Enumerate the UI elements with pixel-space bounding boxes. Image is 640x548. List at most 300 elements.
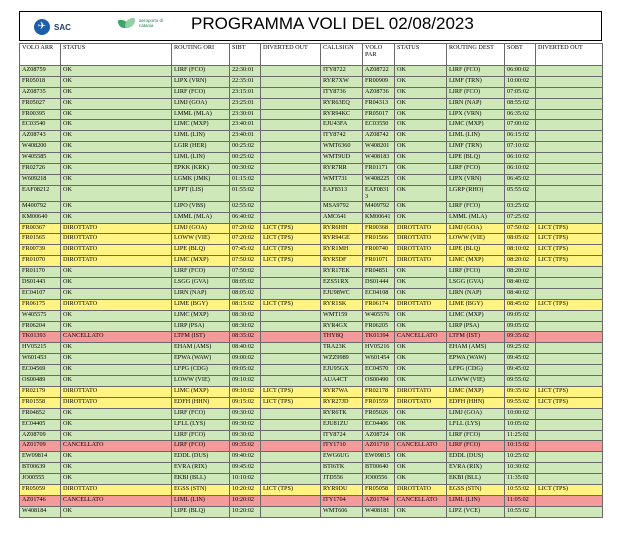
table-cell: LIML (LIN) (172, 131, 230, 142)
table-cell: LIMC (MXP) (172, 386, 230, 397)
sac-logo (34, 17, 71, 37)
table-cell: CANCELLATO (395, 441, 447, 452)
table-cell: FR00739 (20, 245, 61, 256)
table-cell: AZ08743 (20, 131, 61, 142)
table-cell: RYR7WA (321, 386, 363, 397)
table-cell: 22:30:01 (230, 66, 261, 77)
table-row (20, 441, 603, 452)
table-cell: LICT (TPS) (536, 386, 603, 397)
table-cell (536, 408, 603, 419)
table-cell: AZ08736 (363, 87, 395, 98)
table-cell: EVRA (RIX) (447, 463, 505, 474)
table-cell: OK (395, 343, 447, 354)
table-cell: LIRF (FCO) (172, 66, 230, 77)
table-cell: 08:45:02 (505, 299, 536, 310)
table-cell: LMML (MLA) (447, 212, 505, 223)
table-cell: CANCELLATO (395, 332, 447, 343)
table-cell (261, 376, 321, 387)
table-cell (261, 419, 321, 430)
table-cell: LFLL (LYS) (172, 419, 230, 430)
table-cell: FR06174 (363, 299, 395, 310)
table-cell: 08:20:02 (505, 267, 536, 278)
table-row (20, 109, 603, 120)
table-cell: WMT159 (321, 310, 363, 321)
table-cell: FR05018 (20, 76, 61, 87)
table-cell: OK (395, 430, 447, 441)
column-header: SOBT (505, 44, 536, 66)
table-cell: WMT606 (321, 506, 363, 517)
table-cell (261, 343, 321, 354)
table-cell: EJU43FA (321, 120, 363, 131)
table-cell: 07:25:02 (505, 212, 536, 223)
table-cell: EKBI (BLL) (447, 474, 505, 485)
table-row (20, 321, 603, 332)
table-cell: LFPG (CDG) (447, 365, 505, 376)
table-row (20, 452, 603, 463)
table-cell: 22:35:01 (230, 76, 261, 87)
table-cell (261, 174, 321, 185)
table-cell: EVRA (RIX) (172, 463, 230, 474)
table-cell: LSGG (GVA) (447, 278, 505, 289)
table-row (20, 245, 603, 256)
table-cell: LIMJ (GOA) (447, 408, 505, 419)
table-cell: OK (395, 201, 447, 212)
table-cell: 10:25:02 (505, 452, 536, 463)
table-cell: LIRP (PSA) (447, 321, 505, 332)
table-cell: LIPE (BLQ) (172, 245, 230, 256)
table-cell: FR04852 (20, 408, 61, 419)
table-cell: 09:25:02 (505, 343, 536, 354)
table-cell: LIRF (FCO) (447, 66, 505, 77)
table-cell: LICT (TPS) (536, 397, 603, 408)
table-row (20, 142, 603, 153)
table-cell: 01:55:02 (230, 185, 261, 201)
table-cell: EC04569 (20, 365, 61, 376)
table-cell: OK (61, 153, 172, 164)
table-cell: LGMK (JMK) (172, 174, 230, 185)
table-row (20, 354, 603, 365)
table-cell: 01:15:02 (230, 174, 261, 185)
table-cell: OK (61, 185, 172, 201)
table-cell: EDDL (DUS) (172, 452, 230, 463)
table-row (20, 397, 603, 408)
table-cell: FR00367 (20, 223, 61, 234)
table-row (20, 332, 603, 343)
column-header: STATUS (395, 44, 447, 66)
table-cell (536, 87, 603, 98)
table-row (20, 201, 603, 212)
table-cell: OK (61, 321, 172, 332)
table-cell: LIPX (VRN) (172, 76, 230, 87)
table-cell: OK (395, 185, 447, 201)
table-row (20, 430, 603, 441)
table-cell: 07:50:02 (230, 256, 261, 267)
table-cell: LIMC (MXP) (447, 386, 505, 397)
table-cell: DIROTTATO (61, 256, 172, 267)
table-cell: 00:25:02 (230, 153, 261, 164)
table-cell: OK (395, 212, 447, 223)
table-cell: LIRF (FCO) (447, 164, 505, 175)
table-cell: MSA9792 (321, 201, 363, 212)
table-cell: AUA4CT (321, 376, 363, 387)
table-cell: AZ08735 (20, 87, 61, 98)
table-cell: 09:30:02 (230, 430, 261, 441)
table-cell: 09:05:02 (505, 310, 536, 321)
table-cell: FR05026 (363, 408, 395, 419)
table-cell: W408200 (20, 142, 61, 153)
table-cell: HV05215 (20, 343, 61, 354)
table-cell (536, 142, 603, 153)
table-cell: LIMC (MXP) (172, 256, 230, 267)
sac-logo-text: SAC (54, 22, 71, 32)
table-cell: LICT (TPS) (261, 223, 321, 234)
table-cell (536, 174, 603, 185)
table-cell (261, 109, 321, 120)
table-cell: 06:40:02 (230, 212, 261, 223)
table-cell: W408201 (363, 142, 395, 153)
table-cell (261, 452, 321, 463)
table-cell (261, 185, 321, 201)
table-cell: LIMJ (GOA) (447, 223, 505, 234)
table-cell: RYR7XW (321, 76, 363, 87)
table-cell: RYR4GX (321, 321, 363, 332)
table-cell: OK (61, 343, 172, 354)
table-cell: AMC641 (321, 212, 363, 223)
table-cell: LPPT (LIS) (172, 185, 230, 201)
table-cell: LIPX (VRN) (447, 174, 505, 185)
table-cell: LIML (LIN) (172, 153, 230, 164)
table-cell: 07:10:02 (505, 142, 536, 153)
table-cell: LIRF (FCO) (172, 267, 230, 278)
table-cell: LIPO (VBS) (172, 201, 230, 212)
table-cell (261, 87, 321, 98)
table-cell: HV05216 (363, 343, 395, 354)
table-cell (536, 164, 603, 175)
table-cell: LIMC (MXP) (447, 256, 505, 267)
table-cell: LICT (TPS) (536, 234, 603, 245)
table-cell: AZ01746 (20, 495, 61, 506)
table-cell: RYR94KC (321, 109, 363, 120)
table-cell: 05:55:02 (505, 185, 536, 201)
table-cell: DIROTTATO (395, 484, 447, 495)
table-cell: 07:45:02 (230, 245, 261, 256)
table-cell (261, 120, 321, 131)
table-cell: RYR6TK (321, 408, 363, 419)
table-cell: LIML (LIN) (172, 495, 230, 506)
table-cell (261, 267, 321, 278)
table-cell: EAF0831 3 (363, 185, 395, 201)
table-cell: W408225 (363, 174, 395, 185)
table-cell: TK01393 (20, 332, 61, 343)
schedule-header (19, 11, 602, 41)
table-cell: LTFM (IST) (172, 332, 230, 343)
table-cell: FR01071 (363, 256, 395, 267)
table-cell: LICT (TPS) (261, 299, 321, 310)
table-cell: 23:30:01 (230, 109, 261, 120)
table-cell: CANCELLATO (61, 332, 172, 343)
table-cell: LGRP (RHO) (447, 185, 505, 201)
table-row (20, 87, 603, 98)
table-cell: 23:40:01 (230, 131, 261, 142)
table-cell: 08:35:02 (230, 332, 261, 343)
table-row (20, 299, 603, 310)
table-row (20, 419, 603, 430)
table-row (20, 131, 603, 142)
table-cell: OK (61, 408, 172, 419)
table-cell: 10:00:02 (505, 76, 536, 87)
table-row (20, 174, 603, 185)
table-cell: LIRN (NAP) (447, 288, 505, 299)
table-cell (536, 278, 603, 289)
table-cell: 10:00:02 (505, 408, 536, 419)
table-cell: FR00909 (363, 76, 395, 87)
table-cell (536, 376, 603, 387)
table-cell: WMT731 (321, 174, 363, 185)
table-cell: 09:30:02 (230, 419, 261, 430)
table-row (20, 288, 603, 299)
table-cell: OK (395, 131, 447, 142)
table-cell: 08:05:02 (505, 234, 536, 245)
table-cell: AZ08722 (363, 66, 395, 77)
table-cell: OS00489 (20, 376, 61, 387)
table-cell (536, 310, 603, 321)
table-cell: FR04313 (363, 98, 395, 109)
table-cell: EGSS (STN) (172, 484, 230, 495)
table-cell: LIMC (MXP) (447, 120, 505, 131)
table-cell: LIRN (NAP) (447, 98, 505, 109)
table-cell: OK (395, 98, 447, 109)
table-row (20, 164, 603, 175)
table-cell: OK (61, 174, 172, 185)
table-cell: LIMJ (GOA) (172, 98, 230, 109)
table-cell: 08:20:02 (505, 256, 536, 267)
table-cell: OK (395, 142, 447, 153)
table-cell: OK (395, 474, 447, 485)
table-cell: M409792 (363, 201, 395, 212)
table-cell (536, 185, 603, 201)
column-header: VOLO ARR (20, 44, 61, 66)
table-cell: LIML (LIN) (447, 495, 505, 506)
table-cell: 09:45:02 (230, 463, 261, 474)
table-cell: EPWA (WAW) (172, 354, 230, 365)
table-cell: TK01394 (363, 332, 395, 343)
flights-table (19, 43, 603, 518)
table-cell: 07:50:02 (230, 267, 261, 278)
table-cell: DS01443 (20, 278, 61, 289)
table-cell: LIMC (MXP) (447, 310, 505, 321)
table-row (20, 474, 603, 485)
table-cell (536, 153, 603, 164)
table-cell: FR01559 (363, 397, 395, 408)
table-cell: RYR1MH (321, 245, 363, 256)
table-cell: RYR9DU (321, 484, 363, 495)
table-cell (261, 408, 321, 419)
table-cell: LMML (MLA) (172, 109, 230, 120)
table-cell: LOWW (VIE) (447, 376, 505, 387)
table-cell: LGIR (HER) (172, 142, 230, 153)
airport-leaf-icon (118, 18, 136, 30)
table-row (20, 98, 603, 109)
table-cell: OK (61, 474, 172, 485)
table-row (20, 120, 603, 131)
table-cell: LTFM (IST) (447, 332, 505, 343)
table-cell: 09:45:02 (505, 365, 536, 376)
table-cell: W609218 (20, 174, 61, 185)
table-cell: DIROTTATO (395, 386, 447, 397)
table-cell (536, 212, 603, 223)
column-header: CALLSIGN (321, 44, 363, 66)
table-cell (261, 201, 321, 212)
table-cell: EC04107 (20, 288, 61, 299)
table-cell: LICT (TPS) (536, 299, 603, 310)
table-cell: LICT (TPS) (261, 386, 321, 397)
table-cell: LIMF (TRN) (447, 76, 505, 87)
plane-icon: ✈ (34, 19, 50, 35)
table-cell: EDFH (HHN) (172, 397, 230, 408)
table-cell: AZ08724 (363, 430, 395, 441)
table-cell: RYR17EK (321, 267, 363, 278)
table-cell: EHAM (AMS) (172, 343, 230, 354)
table-cell: 07:05:02 (505, 87, 536, 98)
table-cell: LICT (TPS) (261, 256, 321, 267)
table-cell: RYR1SK (321, 299, 363, 310)
table-cell: LICT (TPS) (536, 223, 603, 234)
table-cell: LIPZ (VCE) (447, 506, 505, 517)
table-cell: 03:25:02 (505, 201, 536, 212)
table-cell: OK (61, 142, 172, 153)
table-cell: 11:05:02 (505, 495, 536, 506)
table-cell (261, 310, 321, 321)
table-row (20, 408, 603, 419)
table-cell (536, 109, 603, 120)
table-cell: LICT (TPS) (261, 484, 321, 495)
table-cell: 10:55:02 (505, 484, 536, 495)
table-cell: WMT9UD (321, 153, 363, 164)
table-cell: LIPE (BLQ) (447, 245, 505, 256)
table-cell: LIRF (FCO) (172, 430, 230, 441)
table-cell: 09:10:02 (230, 386, 261, 397)
table-cell: 07:00:02 (505, 120, 536, 131)
table-cell: OK (395, 310, 447, 321)
table-cell: LIMC (MXP) (172, 310, 230, 321)
table-cell: OK (395, 76, 447, 87)
table-cell: LICT (TPS) (261, 397, 321, 408)
table-cell: 00:25:02 (230, 142, 261, 153)
table-cell: LIRF (FCO) (447, 430, 505, 441)
table-cell: 00:30:02 (230, 164, 261, 175)
table-cell: OK (395, 267, 447, 278)
table-cell: 23:15:01 (230, 87, 261, 98)
table-cell: OK (395, 408, 447, 419)
table-cell: 06:15:02 (505, 131, 536, 142)
table-cell (536, 120, 603, 131)
table-row (20, 506, 603, 517)
table-cell: FR02726 (20, 164, 61, 175)
table-cell: 09:05:02 (505, 321, 536, 332)
table-cell (261, 153, 321, 164)
table-cell: LOWW (VIE) (172, 376, 230, 387)
table-row (20, 223, 603, 234)
table-cell: OK (61, 109, 172, 120)
table-cell: EJU98WC (321, 288, 363, 299)
table-cell: DIROTTATO (61, 386, 172, 397)
table-cell: W405585 (20, 153, 61, 164)
table-cell: EGSS (STN) (447, 484, 505, 495)
table-row (20, 76, 603, 87)
table-cell: ITY1710 (321, 441, 363, 452)
table-cell: 07:20:02 (230, 234, 261, 245)
table-cell: LIME (BGY) (447, 299, 505, 310)
table-cell (536, 441, 603, 452)
table-cell: 10:20:02 (230, 484, 261, 495)
table-header-row (20, 44, 603, 66)
table-cell: OK (395, 288, 447, 299)
table-cell (536, 354, 603, 365)
table-cell: DIROTTATO (61, 223, 172, 234)
table-cell: EC04406 (363, 419, 395, 430)
table-cell: OK (395, 120, 447, 131)
table-cell: FR04851 (363, 267, 395, 278)
table-cell: LOWW (VIE) (447, 234, 505, 245)
table-cell (261, 321, 321, 332)
table-cell: 09:55:02 (505, 376, 536, 387)
table-cell: 06:00:02 (505, 66, 536, 77)
table-cell (261, 98, 321, 109)
table-cell (536, 288, 603, 299)
table-cell: 09:35:02 (505, 386, 536, 397)
table-cell: FR01171 (363, 164, 395, 175)
table-cell: AZ01704 (363, 495, 395, 506)
table-cell: OS00490 (363, 376, 395, 387)
table-row (20, 66, 603, 77)
table-cell: OK (395, 452, 447, 463)
table-cell: 02:55:02 (230, 201, 261, 212)
table-cell: AZ01710 (363, 441, 395, 452)
table-cell (261, 288, 321, 299)
table-cell: OK (395, 354, 447, 365)
table-cell: DIROTTATO (395, 397, 447, 408)
table-cell: LIMJ (GOA) (172, 223, 230, 234)
table-cell (536, 506, 603, 517)
table-cell: AZ08759 (20, 66, 61, 77)
table-cell: LIMF (TRN) (447, 142, 505, 153)
table-cell: 09:00:02 (230, 354, 261, 365)
table-cell: ITY8724 (321, 430, 363, 441)
table-cell: OK (61, 212, 172, 223)
column-header: SIBT (230, 44, 261, 66)
table-cell: ITY1704 (321, 495, 363, 506)
table-cell: EDDL (DUS) (447, 452, 505, 463)
table-cell: RYR7RR (321, 164, 363, 175)
table-cell: OK (61, 463, 172, 474)
page-title: PROGRAMMA VOLI DEL 02/08/2023 (191, 14, 474, 33)
table-row (20, 234, 603, 245)
table-cell: EW09815 (363, 452, 395, 463)
table-row (20, 185, 603, 201)
table-cell: OK (395, 376, 447, 387)
table-cell: EPWA (WAW) (447, 354, 505, 365)
table-cell: 08:55:02 (505, 98, 536, 109)
table-cell: OK (61, 419, 172, 430)
table-cell: LICT (TPS) (261, 245, 321, 256)
column-header: STATUS (61, 44, 172, 66)
table-cell: OK (61, 131, 172, 142)
table-cell: AZ01709 (20, 441, 61, 452)
table-cell: LFPG (CDG) (172, 365, 230, 376)
table-cell: 11:25:02 (505, 430, 536, 441)
table-cell: OK (395, 506, 447, 517)
table-cell: OK (61, 76, 172, 87)
